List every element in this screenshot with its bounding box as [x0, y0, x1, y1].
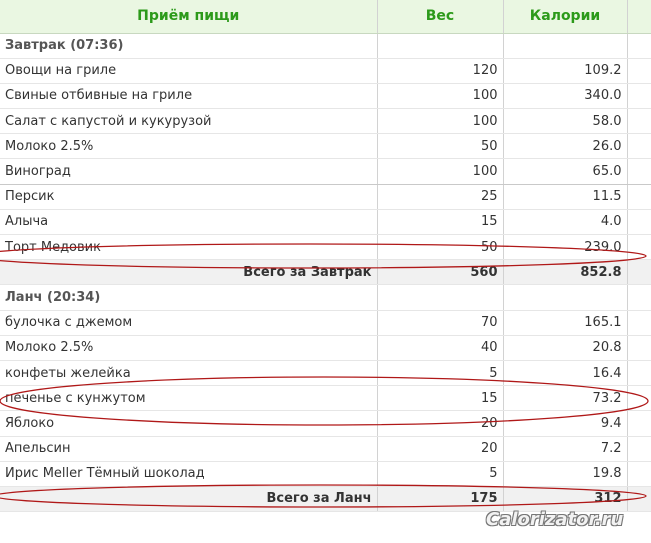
- table-row[interactable]: [0, 436, 651, 461]
- food-calories: 19.8: [503, 461, 627, 486]
- table-row[interactable]: [0, 235, 651, 260]
- table-row[interactable]: [0, 411, 651, 436]
- food-weight: 15: [377, 386, 503, 411]
- food-weight: 120: [377, 58, 503, 83]
- table-header-row: [0, 0, 651, 33]
- food-name: Молоко 2.5%: [0, 134, 377, 159]
- table-row[interactable]: [0, 310, 651, 335]
- table-row[interactable]: [0, 184, 651, 209]
- table-row[interactable]: [0, 159, 651, 184]
- food-weight: 100: [377, 83, 503, 108]
- food-name: Алыча: [0, 209, 377, 234]
- food-weight: 40: [377, 335, 503, 360]
- table-row[interactable]: [0, 360, 651, 385]
- food-name: конфеты желейка: [0, 360, 377, 385]
- food-calories: 340.0: [503, 83, 627, 108]
- food-weight: 100: [377, 109, 503, 134]
- total-calories: 312: [503, 486, 627, 511]
- food-name: Салат с капустой и кукурузой: [0, 109, 377, 134]
- table-row[interactable]: [0, 134, 651, 159]
- food-calories: 4.0: [503, 209, 627, 234]
- food-name: Апельсин: [0, 436, 377, 461]
- food-weight: 100: [377, 159, 503, 184]
- section-title-row: [0, 285, 651, 310]
- food-calories: 239.0: [503, 235, 627, 260]
- section-title-row: [0, 33, 651, 58]
- table-row[interactable]: [0, 461, 651, 486]
- food-calories: 165.1: [503, 310, 627, 335]
- food-calories: 65.0: [503, 159, 627, 184]
- total-weight: 175: [377, 486, 503, 511]
- food-name: Молоко 2.5%: [0, 335, 377, 360]
- food-name: Свиные отбивные на гриле: [0, 83, 377, 108]
- food-calories: 58.0: [503, 109, 627, 134]
- food-calories: 73.2: [503, 386, 627, 411]
- food-calories: 9.4: [503, 411, 627, 436]
- food-weight: 20: [377, 436, 503, 461]
- total-calories: 852.8: [503, 260, 627, 285]
- food-weight: 20: [377, 411, 503, 436]
- food-calories: 109.2: [503, 58, 627, 83]
- section-title: Завтрак (07:36): [0, 33, 377, 58]
- total-label: Всего за Ланч: [0, 486, 377, 511]
- food-name: булочка с джемом: [0, 310, 377, 335]
- table-row[interactable]: [0, 58, 651, 83]
- food-calories: 26.0: [503, 134, 627, 159]
- total-row: [0, 260, 651, 285]
- table-row[interactable]: [0, 386, 651, 411]
- food-calories: 16.4: [503, 360, 627, 385]
- food-weight: 25: [377, 184, 503, 209]
- food-weight: 50: [377, 235, 503, 260]
- header-meal[interactable]: Приём пищи: [0, 0, 377, 33]
- food-calories: 7.2: [503, 436, 627, 461]
- food-weight: 5: [377, 360, 503, 385]
- table-row[interactable]: [0, 83, 651, 108]
- food-weight: 15: [377, 209, 503, 234]
- total-row: [0, 486, 651, 511]
- section-title: Ланч (20:34): [0, 285, 377, 310]
- food-name: Виноград: [0, 159, 377, 184]
- total-label: Всего за Завтрак: [0, 260, 377, 285]
- food-calories: 11.5: [503, 184, 627, 209]
- header-empty: [627, 0, 651, 33]
- food-weight: 50: [377, 134, 503, 159]
- food-name: Яблоко: [0, 411, 377, 436]
- table-row[interactable]: [0, 109, 651, 134]
- food-weight: 70: [377, 310, 503, 335]
- header-weight[interactable]: Вес: [377, 0, 503, 33]
- food-name: Ирис Meller Тёмный шоколад: [0, 461, 377, 486]
- food-name: Торт Медовик: [0, 235, 377, 260]
- food-calories: 20.8: [503, 335, 627, 360]
- header-calories[interactable]: Калории: [503, 0, 627, 33]
- total-weight: 560: [377, 260, 503, 285]
- food-name: Овощи на гриле: [0, 58, 377, 83]
- food-weight: 5: [377, 461, 503, 486]
- watermark-logo: Calorizator.ru: [486, 509, 624, 530]
- food-name: печенье с кунжутом: [0, 386, 377, 411]
- table-row[interactable]: [0, 335, 651, 360]
- table-row[interactable]: [0, 209, 651, 234]
- food-name: Персик: [0, 184, 377, 209]
